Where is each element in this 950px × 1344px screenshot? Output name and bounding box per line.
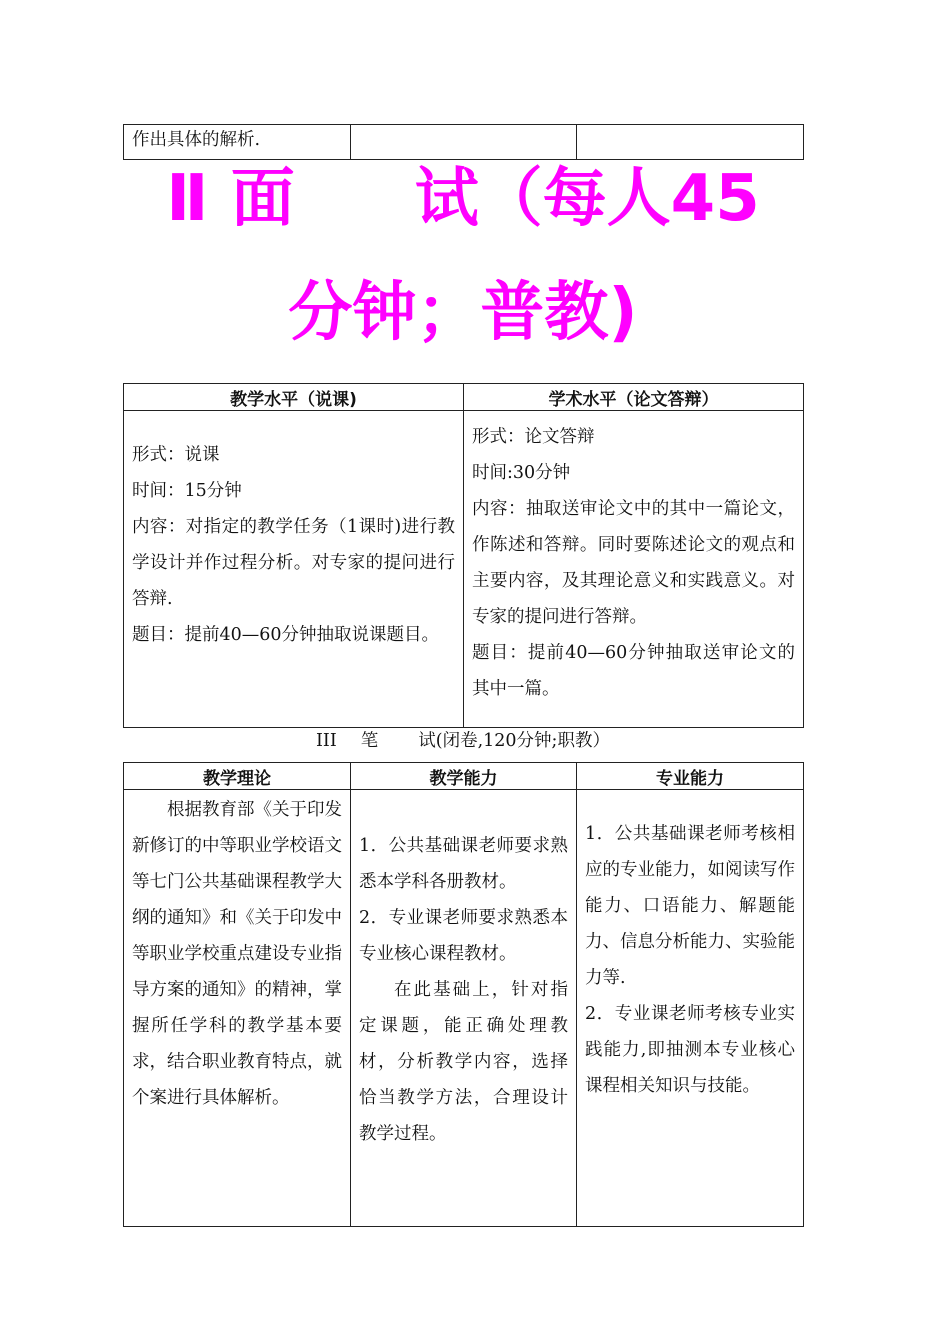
paragraph: 内容：抽取送审论文中的其中一篇论文，作陈述和答辩。同时要陈述论文的观点和主要内容，及其理论意义和实践意义。对专家的提问进行答辩。 — [472, 499, 795, 627]
table-row — [124, 790, 804, 1227]
paragraph: 形式：论文答辩 — [472, 427, 595, 447]
paragraph: 根据教育部《关于印发新修订的中等职业学校语文等七门公共基础课程教学大纲的通知》和《关于印发中等职业学校重点建设专业指导方案的通知》的精神，掌握所任学科的教学基本要求，结合职业教育特点，就个案进行具体解析。 — [132, 800, 342, 1108]
heading-part: III — [316, 731, 337, 751]
column-header: 专业能力 — [577, 763, 804, 790]
table-cell — [464, 411, 804, 728]
paragraph: 形式：说课 — [132, 445, 220, 465]
section-heading-interview-line2: 分钟；普教) — [288, 276, 638, 350]
paragraph: 时间:30分钟 — [472, 463, 571, 483]
paragraph: 题目：提前40—60分钟抽取送审论文的其中一篇。 — [472, 643, 795, 699]
paragraph: 内容：对指定的教学任务（1课时)进行教学设计并作过程分析。对专家的提问进行答辩. — [132, 517, 455, 609]
cell-text — [464, 411, 803, 707]
table-cell — [124, 411, 464, 728]
table-header-row — [124, 384, 804, 411]
written-exam-table — [123, 762, 804, 1227]
heading-part: 试(闭卷,120分钟;职教） — [418, 731, 610, 751]
column-header: 教学水平（说课) — [124, 384, 464, 411]
column-header: 教学理论 — [124, 763, 351, 790]
cell-text: 作出具体的解析. — [132, 130, 261, 150]
column-header: 教学能力 — [351, 763, 577, 790]
section-heading-interview-line1 — [123, 143, 803, 255]
table-cell — [351, 790, 577, 1227]
paragraph: 在此基础上，针对指定课题，能正确处理教材，分析教学内容，选择恰当教学方法，合理设计教学过程。 — [359, 980, 568, 1144]
heading-part: Ⅱ 面 — [166, 162, 295, 236]
paragraph: 1．公共基础课老师考核相应的专业能力，如阅读写作能力、口语能力、解题能力、信息分析能力、实验能力等. — [585, 824, 795, 988]
paragraph: 时间：15分钟 — [132, 481, 242, 501]
cell-text — [351, 790, 576, 1152]
heading-part: 笔 — [360, 731, 379, 751]
table-row — [124, 411, 804, 728]
cell-text — [577, 790, 803, 1104]
paragraph: 题目：提前40—60分钟抽取说课题目。 — [132, 625, 440, 645]
section-heading-written-exam — [123, 725, 803, 757]
heading-part: 试（每人45 — [414, 162, 760, 236]
cell-text — [124, 411, 463, 653]
interview-table — [123, 383, 804, 728]
table-cell — [577, 790, 804, 1227]
paragraph: 2．专业课老师考核专业实践能力,即抽测本专业核心课程相关知识与技能。 — [585, 1004, 795, 1096]
paragraph: 2．专业课老师要求熟悉本专业核心课程教材。 — [359, 908, 568, 964]
table-cell — [124, 790, 351, 1227]
paragraph: 1．公共基础课老师要求熟悉本学科各册教材。 — [359, 836, 568, 892]
cell-text — [124, 790, 350, 1116]
table-header-row — [124, 763, 804, 790]
column-header: 学术水平（论文答辩） — [464, 384, 804, 411]
